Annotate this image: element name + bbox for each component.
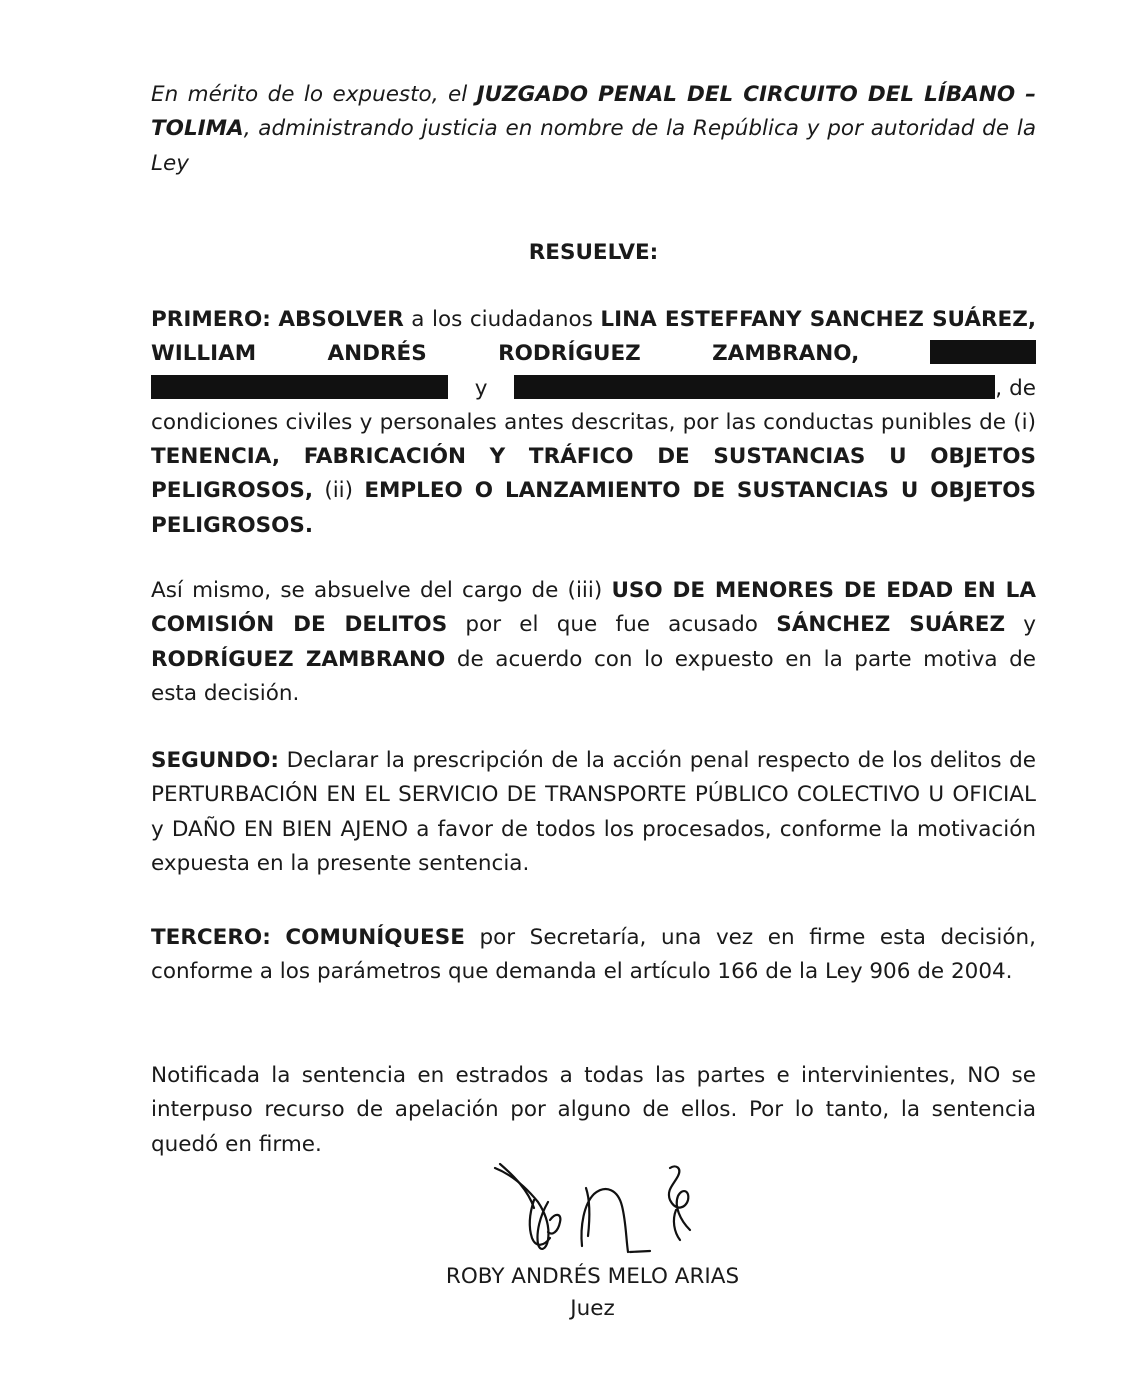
tercero-label: TERCERO: bbox=[151, 925, 271, 950]
segundo-label: SEGUNDO: bbox=[151, 748, 279, 773]
intro-text-2: , administrando justicia en nombre de la República y por autoridad de la Ley bbox=[151, 116, 1036, 176]
intro-text: En mérito de lo expuesto, el bbox=[151, 82, 477, 107]
intro-paragraph bbox=[151, 78, 1036, 181]
primero-paragraph bbox=[151, 303, 1036, 543]
tercero-verb: COMUNÍQUESE bbox=[285, 925, 465, 950]
segundo-paragraph bbox=[151, 744, 1036, 881]
primero-text-3: (ii) bbox=[313, 478, 365, 504]
court-name: JUZGADO PENAL DEL CIRCUITO DEL LÍBANO – TOLIMA bbox=[151, 82, 1036, 142]
asimismo-paragraph bbox=[151, 574, 1036, 711]
asimismo-name-1: SÁNCHEZ SUÁREZ bbox=[776, 612, 1006, 638]
primero-text-2: , de condiciones civiles y personales antes descritas, por las conductas punibles de (i) bbox=[151, 375, 1036, 435]
segundo-text: Declarar la prescripción de la acción penal respecto de los delitos de PERTURBACIÓN EN EL SERVICIO DE TRANSPORTE PÚBLICO COLECTIVO U OFICIAL y DAÑO EN BIEN AJENO a favor de todos los procesados, conforme la motivación expuesta en la presente sentencia. bbox=[151, 748, 1036, 876]
judge-role: Juez bbox=[570, 1296, 615, 1321]
primero-verb: ABSOLVER bbox=[278, 307, 404, 332]
primero-conjunction: y bbox=[474, 375, 488, 401]
asimismo-crime: USO DE MENORES DE EDAD EN LA COMISIÓN DE DELITOS bbox=[151, 578, 1036, 638]
redaction-bar bbox=[151, 375, 448, 399]
asimismo-name-2: RODRÍGUEZ ZAMBRANO bbox=[151, 646, 446, 672]
asimismo-text-3: y bbox=[1005, 612, 1036, 638]
tercero-paragraph bbox=[151, 921, 1036, 990]
primero-text: a los ciudadanos bbox=[403, 307, 601, 332]
asimismo-text: Así mismo, se absuelve del cargo de (iii) bbox=[151, 578, 612, 603]
judge-name: ROBY ANDRÉS MELO ARIAS bbox=[445, 1264, 740, 1289]
asimismo-text-4: de acuerdo con lo expuesto en la parte motiva de esta decisión. bbox=[151, 646, 1036, 706]
asimismo-text-2: por el que fue acusado bbox=[447, 612, 777, 638]
primero-crime-2: EMPLEO O LANZAMIENTO DE SUSTANCIAS U OBJETOS PELIGROSOS. bbox=[151, 478, 1036, 538]
primero-label: PRIMERO: bbox=[151, 307, 271, 332]
notificada-text: Notificada la sentencia en estrados a todas las partes e intervinientes, NO se interpuso recurso de apelación por alguno de ellos. Por lo tanto, la sentencia quedó en firme. bbox=[151, 1063, 1036, 1157]
primero-crime-1: TENENCIA, FABRICACIÓN Y TRÁFICO DE SUSTANCIAS U OBJETOS PELIGROSOS, bbox=[151, 444, 1036, 504]
tercero-text: por Secretaría, una vez en firme esta decisión, conforme a los parámetros que demanda el artículo 166 de la Ley 906 de 2004. bbox=[151, 925, 1036, 985]
resuelve-heading: RESUELVE: bbox=[528, 240, 659, 265]
handwritten-signature bbox=[490, 1160, 710, 1260]
primero-names: LINA ESTEFFANY SANCHEZ SUÁREZ, WILLIAM ANDRÉS RODRÍGUEZ ZAMBRANO, bbox=[151, 307, 1036, 367]
notificada-paragraph bbox=[151, 1059, 1036, 1162]
redaction-bar bbox=[514, 375, 995, 399]
redaction-bar bbox=[930, 340, 1036, 364]
